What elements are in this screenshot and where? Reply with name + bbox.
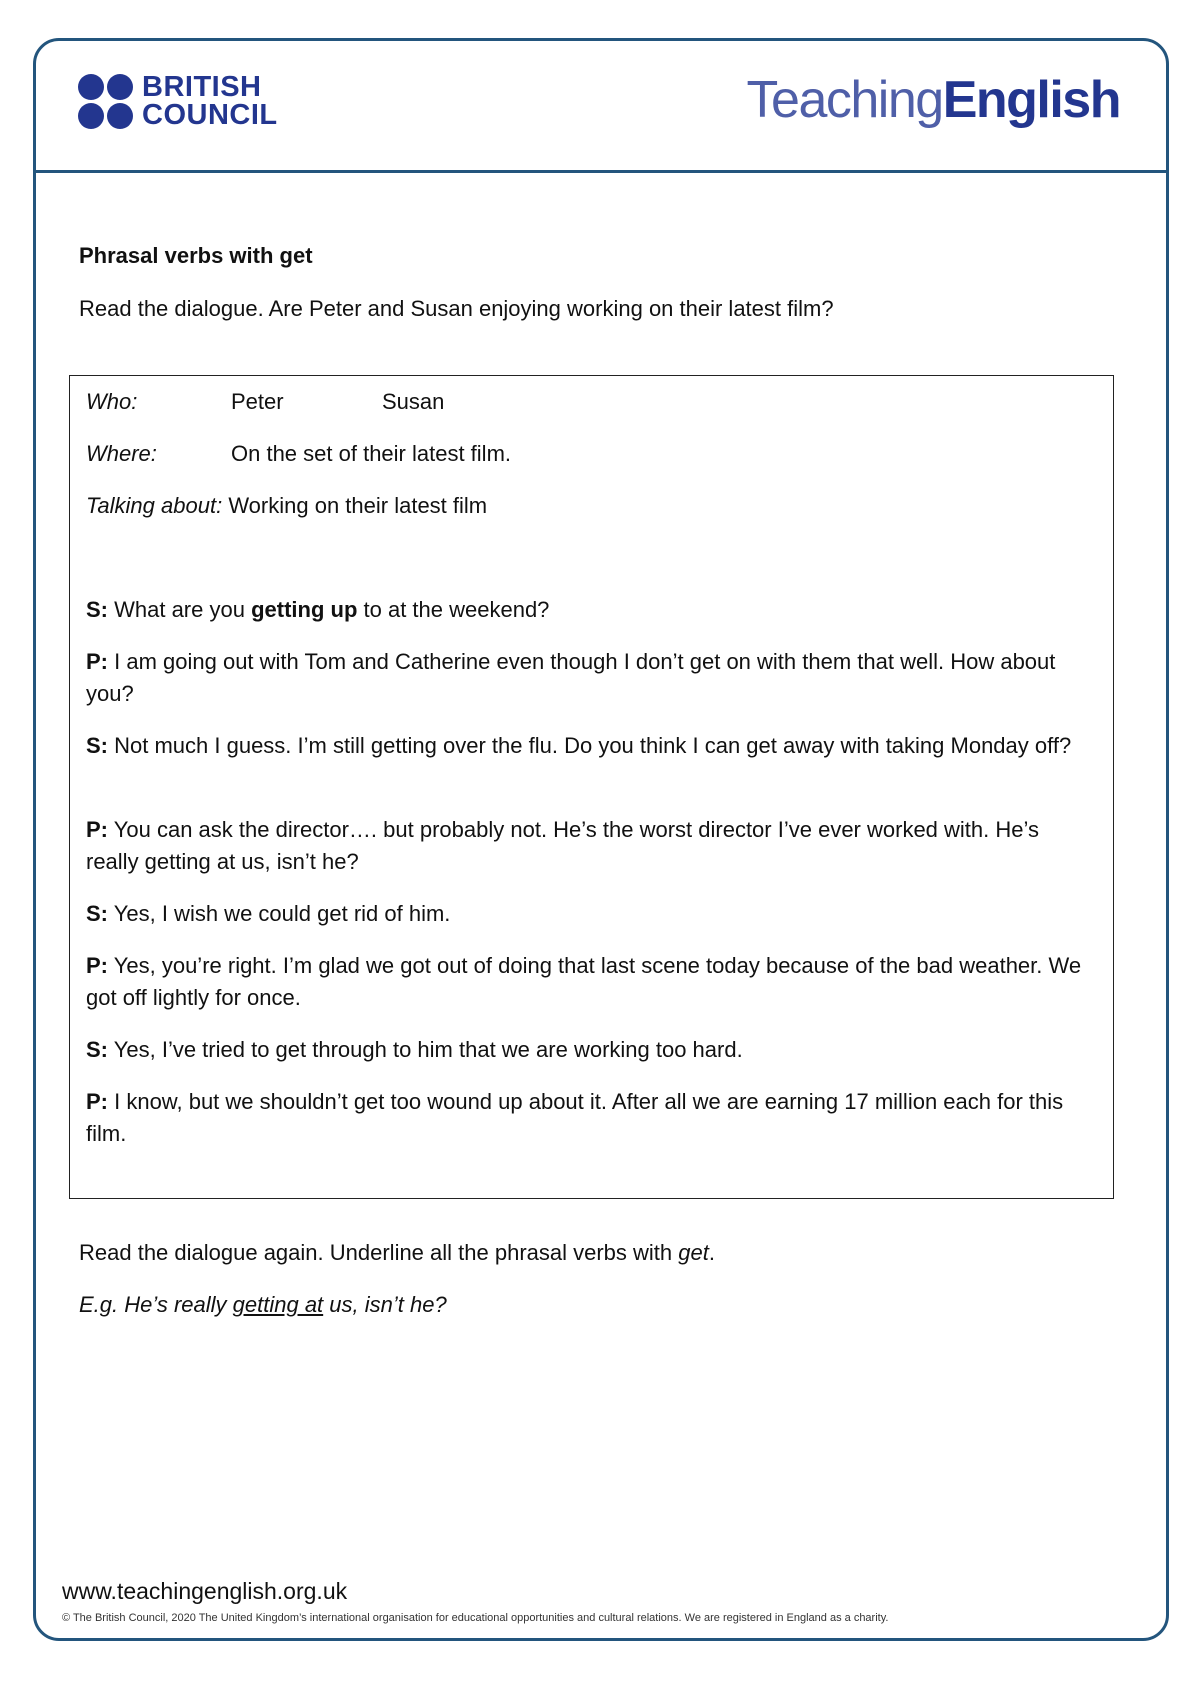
logo-teaching: Teaching (746, 71, 943, 129)
teaching-english-logo (747, 70, 1120, 130)
talking-row (86, 490, 487, 522)
task-instruction: Read the dialogue again. Underline all the phrasal verbs with get. (79, 1240, 715, 1265)
dialogue-line: S: What are you getting up to at the weekend? (86, 597, 550, 622)
dialogue-line: P: I am going out with Tom and Catherine even though I don’t get on with them that well. How about you? (86, 649, 1056, 706)
british-council-logo (78, 73, 278, 129)
talking-label: Talking about: (86, 493, 223, 518)
copyright-notice: © The British Council, 2020 The United Kingdom’s international organisation for educational opportunities and cultural relations. We are registered in England as a charity. (62, 1612, 889, 1624)
example-underlined-verb: getting at (232, 1292, 324, 1317)
page-title: Phrasal verbs with get (79, 243, 313, 268)
who-label: Who: (86, 389, 138, 414)
where-value: On the set of their latest film. (231, 441, 512, 466)
header-divider (33, 170, 1169, 173)
who-peter: Peter (231, 389, 284, 414)
highlighted-phrasal-verb: getting up (251, 597, 358, 622)
where-label: Where: (86, 441, 157, 466)
who-row (86, 386, 444, 418)
dialogue-line: S: Not much I guess. I’m still getting over the flu. Do you think I can get away with taking Monday off? (86, 733, 1072, 758)
instruction-text: Read the dialogue. Are Peter and Susan enjoying working on their latest film? (79, 296, 834, 321)
example-sentence: E.g. He’s really getting at us, isn’t he? (79, 1292, 447, 1317)
dialogue-line: P: I know, but we shouldn’t get too wound up about it. After all we are earning 17 million each for this film. (86, 1089, 1064, 1146)
british-council-dots-icon (78, 74, 133, 129)
who-susan: Susan (382, 389, 445, 414)
dialogue-line: P: You can ask the director…. but probably not. He’s the worst director I’ve ever worked with. He’s really getting at us, isn’t he? (86, 817, 1039, 874)
dialogue-line: P: Yes, you’re right. I’m glad we got out of doing that last scene today because of the bad weather. We got off lightly for once. (86, 953, 1082, 1010)
british-council-line1: BRITISH (142, 71, 262, 103)
dialogue-line: S: Yes, I’ve tried to get through to him that we are working too hard. (86, 1037, 743, 1062)
where-row (86, 438, 511, 470)
talking-value: Working on their latest film (228, 493, 488, 518)
logo-english: English (942, 71, 1120, 129)
dialogue-line: S: Yes, I wish we could get rid of him. (86, 901, 451, 926)
british-council-line2: COUNCIL (142, 99, 278, 131)
website-link[interactable]: www.teachingenglish.org.uk (62, 1578, 348, 1604)
dialogue-box (69, 375, 1114, 1199)
